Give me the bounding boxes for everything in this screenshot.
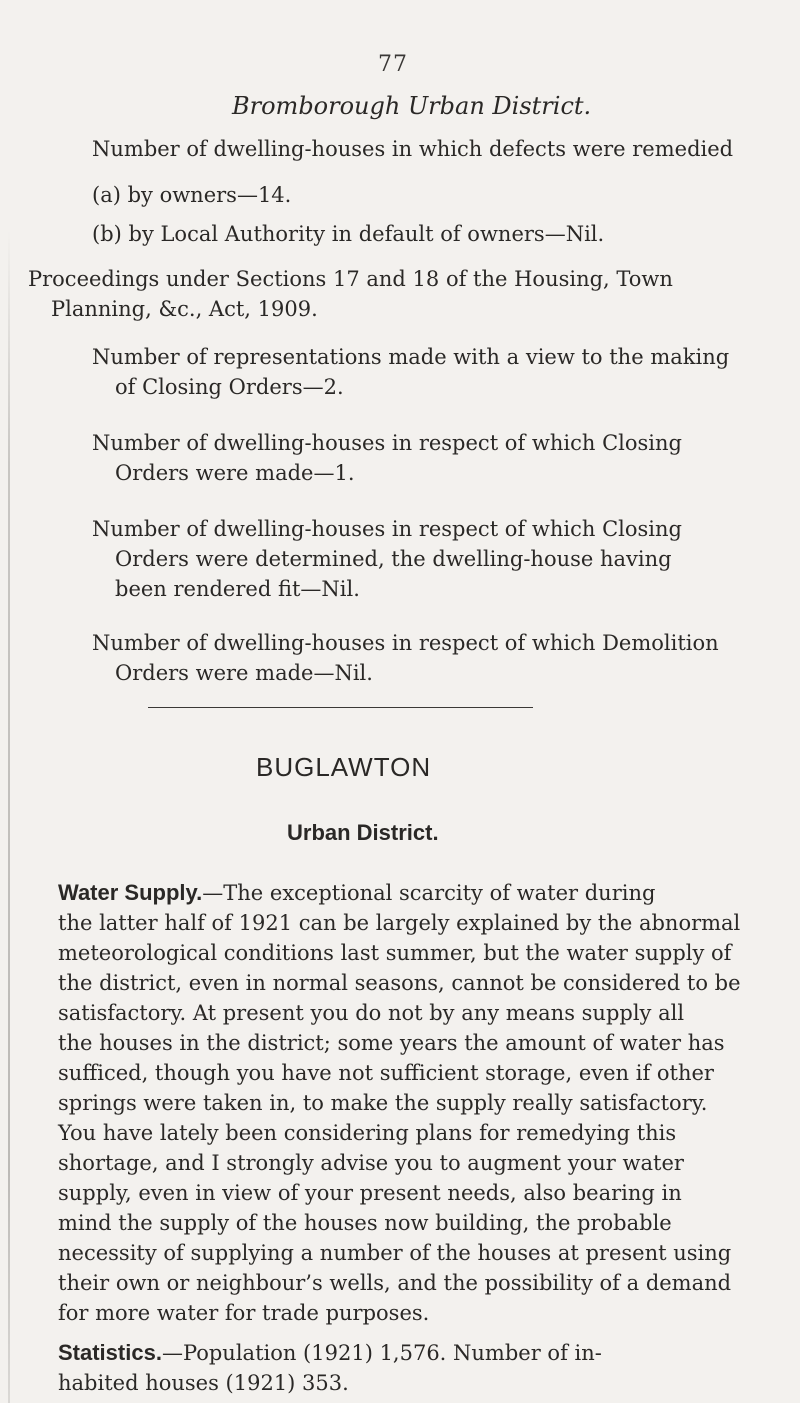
remedied-by-owners: (a) by owners—14. — [92, 183, 292, 207]
water-supply-heading: Water Supply. — [58, 880, 203, 905]
closing-orders-made-paragraph: Number of dwelling-houses in respect of which Closing Orders were made—1. — [92, 431, 682, 485]
section-divider — [148, 707, 533, 708]
page-binding-shadow — [8, 230, 10, 1403]
water-supply-paragraph — [58, 878, 788, 1328]
closing-orders-determined-paragraph: Number of dwelling-houses in respect of which Closing Orders were determined, the dwelling-house having been rendered fit—Nil. — [92, 517, 682, 601]
section-subtitle: Urban District. — [287, 820, 439, 845]
representations-paragraph: Number of representations made with a view to the making of Closing Orders—2. — [92, 345, 730, 399]
water-supply-text: —The exceptional scarcity of water during the latter half of 1921 can be largely explained by the abnormal meteorological conditions last summer, but the water supply of the district, even in normal seasons, cannot be considered to be satisfactory. At present you do not by any means supply all the houses in the district; some years the amount of water has sufficed, though you have not sufficient storage, even if other springs were taken in, to make the supply really satisfactory. You have lately been considering plans for remedying this shortage, and I strongly advise you to augment your water supply, even in view of your present needs, also bearing in mind the supply of the houses now building, the probable necessity of supplying a number of the houses at present using their own or neighbour’s wells, and the possibility of a demand for more water for trade purposes. — [58, 881, 741, 1325]
remedied-heading: Number of dwelling-houses in which defects were remedied — [92, 137, 734, 161]
statistics-heading: Statistics. — [58, 1340, 162, 1365]
remedied-by-authority: (b) by Local Authority in default of owners—Nil. — [92, 222, 605, 246]
section-title: BUGLAWTON — [256, 752, 432, 782]
page-number: 77 — [378, 52, 408, 77]
proceedings-heading: Proceedings under Sections 17 and 18 of the Housing, Town Planning, &c., Act, 1909. — [28, 267, 673, 321]
statistics-paragraph — [58, 1338, 788, 1398]
running-head: Bromborough Urban District. — [232, 92, 592, 120]
demolition-orders-paragraph: Number of dwelling-houses in respect of which Demolition Orders were made—Nil. — [92, 631, 719, 685]
statistics-text: —Population (1921) 1,576. Number of in- habited houses (1921) 353. — [58, 1341, 602, 1395]
